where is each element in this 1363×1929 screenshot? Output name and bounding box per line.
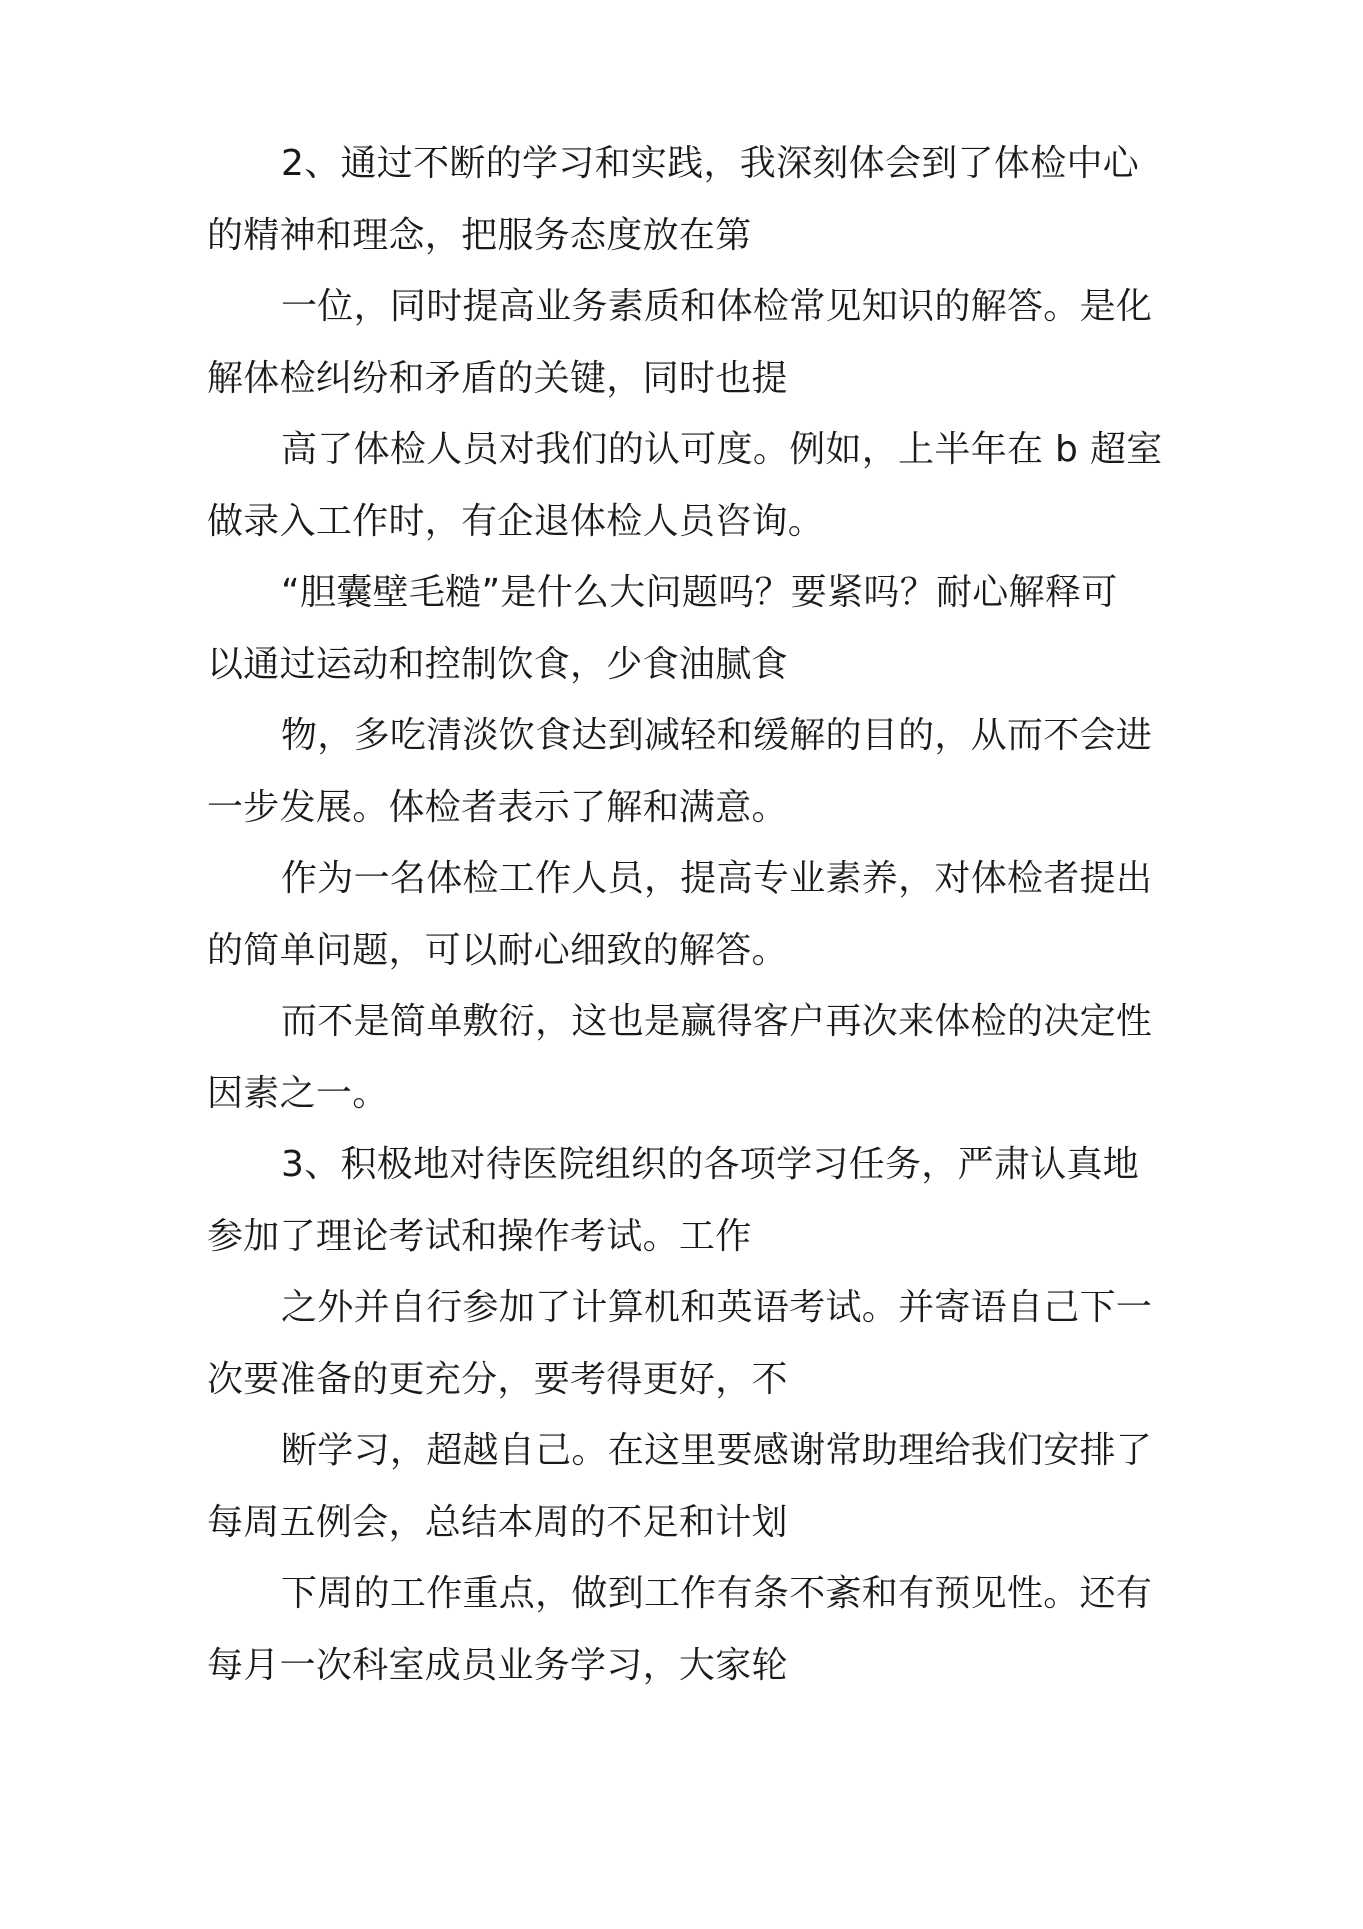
text-line: 一步发展。体检者表示了解和满意。 <box>207 786 788 828</box>
text-line: 做录入工作时，有企退体检人员咨询。 <box>207 500 825 542</box>
paragraph <box>207 1129 1187 1272</box>
text-line: 因素之一。 <box>207 1072 389 1114</box>
paragraph <box>207 414 1187 557</box>
text-line: 以通过运动和控制饮食，少食油腻食 <box>207 643 788 685</box>
paragraph <box>207 128 1187 271</box>
text-line: 高了体检人员对我们的认可度。例如，上半年在 b 超室 <box>281 429 1163 470</box>
text-line: 的精神和理念，把服务态度放在第 <box>207 214 752 256</box>
paragraph <box>207 1415 1187 1558</box>
text-line: 作为一名体检工作人员，提高专业素养，对体检者提出 <box>281 858 1153 899</box>
paragraph <box>207 557 1187 700</box>
text-line: “胆囊壁毛糙”是什么大问题吗？要紧吗？耐心解释可 <box>281 572 1118 613</box>
document-body <box>207 128 1187 1701</box>
paragraph <box>207 700 1187 843</box>
text-line: 每月一次科室成员业务学习，大家轮 <box>207 1644 788 1686</box>
text-line: 下周的工作重点，做到工作有条不紊和有预见性。还有 <box>281 1573 1153 1614</box>
text-line: 解体检纠纷和矛盾的关键，同时也提 <box>207 357 788 399</box>
text-line: 次要准备的更充分，要考得更好，不 <box>207 1358 788 1400</box>
paragraph <box>207 843 1187 986</box>
paragraph <box>207 986 1187 1129</box>
text-line: 而不是简单敷衍，这也是赢得客户再次来体检的决定性 <box>281 1001 1153 1042</box>
text-line: 一位，同时提高业务素质和体检常见知识的解答。是化 <box>281 286 1153 327</box>
text-line: 每周五例会，总结本周的不足和计划 <box>207 1501 788 1543</box>
paragraph <box>207 271 1187 414</box>
text-line: 2、通过不断的学习和实践，我深刻体会到了体检中心 <box>281 143 1140 184</box>
text-line: 参加了理论考试和操作考试。工作 <box>207 1215 752 1257</box>
text-line: 3、积极地对待医院组织的各项学习任务，严肃认真地 <box>281 1144 1140 1185</box>
paragraph <box>207 1272 1187 1415</box>
text-line: 断学习，超越自己。在这里要感谢常助理给我们安排了 <box>281 1430 1153 1471</box>
text-line: 之外并自行参加了计算机和英语考试。并寄语自己下一 <box>281 1287 1153 1328</box>
text-line: 物，多吃清淡饮食达到减轻和缓解的目的，从而不会进 <box>281 715 1153 756</box>
text-line: 的简单问题，可以耐心细致的解答。 <box>207 929 788 971</box>
paragraph <box>207 1558 1187 1701</box>
